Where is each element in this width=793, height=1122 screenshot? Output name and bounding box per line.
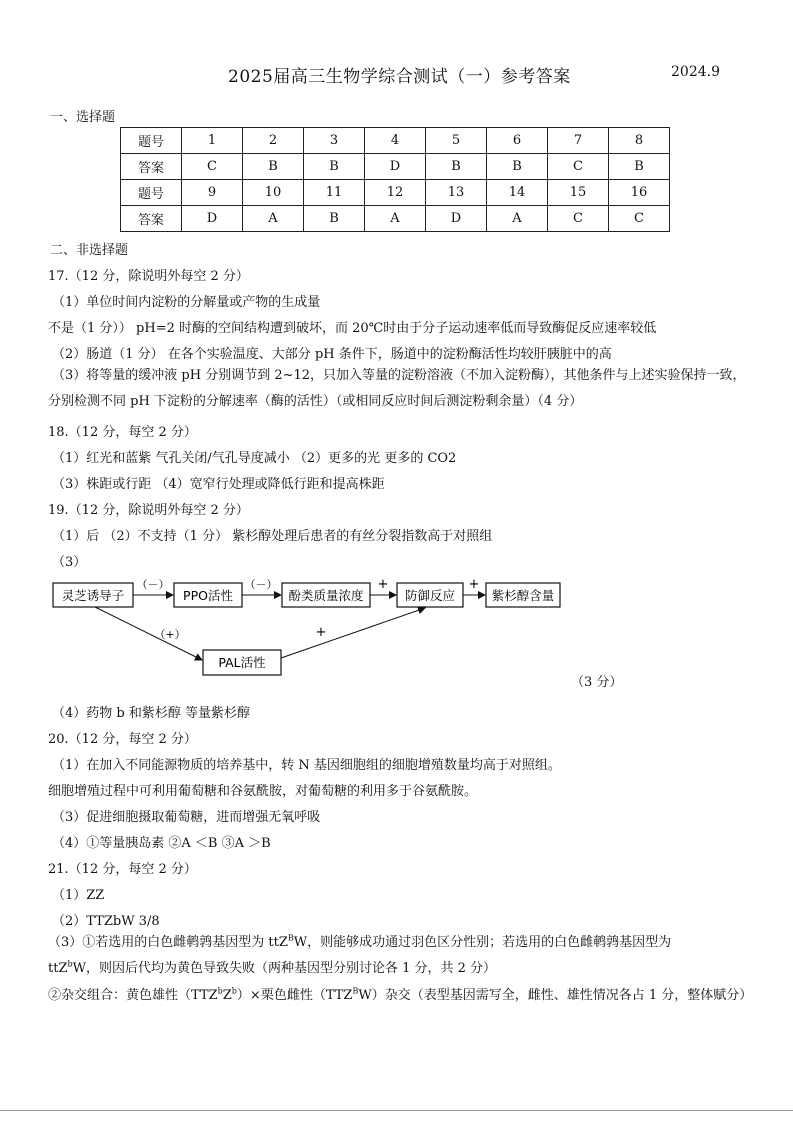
- table-cell: 16: [609, 180, 670, 206]
- table-cell: 6: [487, 128, 548, 154]
- table-row: [121, 128, 670, 154]
- table-cell: 10: [243, 180, 304, 206]
- table-row: [121, 206, 670, 232]
- arrow-inducer-pal: [95, 607, 202, 660]
- table-cell: 3: [304, 128, 365, 154]
- q17-answer-2: （2）肠道（1 分） 在各个实验温度、大部分 pH 条件下，肠道中的淀粉酶活性均较肝胰脏中的高: [52, 347, 612, 362]
- q21-answer-3-part: ttZ: [48, 961, 68, 976]
- q19-answer-3-label: （3）: [52, 555, 87, 570]
- table-cell: 8: [609, 128, 670, 154]
- table-cell: 12: [365, 180, 426, 206]
- table-label: 题号: [121, 180, 182, 206]
- q18-answer-2: （3）株距或行距 （4）宽窄行处理或降低行距和提高株距: [52, 477, 385, 492]
- table-cell: 15: [548, 180, 609, 206]
- page-date: 2024.9: [671, 64, 720, 80]
- superscript: b: [67, 959, 73, 969]
- q21-answer-3-part: W，则能够成功通过羽色区分性别；若选用的白色雌鹌鹑基因型为: [293, 935, 672, 950]
- sign-ppo-phenol: （－）: [244, 578, 278, 591]
- sign-phenol-defense: +: [377, 577, 389, 592]
- q21-answer-3-part: W，则因后代均为黄色导致失败（两种基因型分别讨论各 1 分，共 2 分）: [72, 961, 497, 976]
- table-cell: B: [243, 154, 304, 180]
- footer-divider: [0, 1110, 793, 1111]
- table-cell: 9: [182, 180, 243, 206]
- q19-answer-1: （1）后 （2）不支持（1 分） 紫杉醇处理后患者的有丝分裂指数高于对照组: [52, 529, 493, 544]
- q19-heading: 19.（12 分，除说明外每空 2 分）: [48, 503, 249, 518]
- node-defense: 防御反应: [404, 588, 456, 603]
- table-cell: C: [609, 206, 670, 232]
- section-nonchoice-heading: 二、非选择题: [50, 243, 129, 258]
- q21-cross-part: W）杂交（表型基因需写全，雌性、雄性情况各占 1 分，整体赋分）: [358, 988, 753, 1003]
- q19-diagram-score: （3 分）: [571, 675, 623, 690]
- table-cell: B: [304, 154, 365, 180]
- table-cell: 11: [304, 180, 365, 206]
- table-cell: 2: [243, 128, 304, 154]
- superscript: B: [352, 986, 359, 996]
- table-label: 答案: [121, 154, 182, 180]
- table-cell: A: [243, 206, 304, 232]
- q17-answer-3: （3）将等量的缓冲液 pH 分别调节到 2~12，只加入等量的淀粉溶液（不加入淀粉酶），其他条件与上述实验保持一致，分别检测不同 pH 下淀粉的分解速率（酶的活性）（或相同反应时间后测淀粉剩余量）（4 分）: [48, 368, 746, 409]
- sign-defense-taxol: +: [468, 577, 480, 592]
- table-row: [121, 154, 670, 180]
- table-cell: 14: [487, 180, 548, 206]
- q21-answer-3-cross: [48, 983, 758, 1009]
- table-row: [121, 180, 670, 206]
- q18-answer-1: （1）红光和蓝紫 气孔关闭/气孔导度减小 （2）更多的光 更多的 CO2: [52, 451, 457, 466]
- q21-cross-part: ）×栗色雌性（TTZ: [236, 988, 353, 1003]
- q20-heading: 20.（12 分，每空 2 分）: [48, 732, 197, 747]
- node-taxol: 紫杉醇含量: [491, 588, 555, 603]
- q21-answer-1: （1）ZZ: [52, 888, 105, 903]
- node-ppo: PPO活性: [183, 588, 233, 603]
- table-cell: B: [426, 154, 487, 180]
- table-label: 答案: [121, 206, 182, 232]
- q17-answer-1b: 不是（1 分）） pH=2 时酶的空间结构遭到破坏，而 20℃时由于分子运动速率低而导致酶促反应速率较低: [48, 321, 657, 336]
- table-cell: C: [548, 154, 609, 180]
- answer-table: [120, 127, 670, 232]
- table-cell: B: [487, 154, 548, 180]
- table-cell: D: [365, 154, 426, 180]
- q19-answer-4: （4）药物 b 和紫杉醇 等量紫杉醇: [52, 706, 250, 721]
- table-cell: 4: [365, 128, 426, 154]
- node-phenol: 酚类质量浓度: [288, 588, 364, 603]
- q20-answer-1: （1）在加入不同能源物质的培养基中，转 N 基因细胞组的细胞增殖数量均高于对照组。: [52, 758, 561, 773]
- table-cell: A: [365, 206, 426, 232]
- regulation-diagram: [0, 570, 793, 690]
- table-cell: 7: [548, 128, 609, 154]
- sign-inducer-pal: （+）: [154, 628, 186, 641]
- q20-answer-3: （3）促进细胞摄取葡萄糖，进而增强无氧呼吸: [52, 810, 321, 825]
- sign-inducer-ppo: （－）: [136, 578, 170, 591]
- superscript: b: [217, 986, 223, 996]
- q20-answer-4: （4）①等量胰岛素 ②A ＜B ③A ＞B: [52, 836, 271, 851]
- table-cell: B: [609, 154, 670, 180]
- table-cell: C: [548, 206, 609, 232]
- node-inducer: 灵芝诱导子: [61, 588, 125, 603]
- sign-pal-defense: +: [315, 625, 327, 640]
- table-cell: D: [426, 206, 487, 232]
- arrow-pal-defense: [281, 608, 425, 658]
- table-cell: 1: [182, 128, 243, 154]
- table-label: 题号: [121, 128, 182, 154]
- q18-heading: 18.（12 分，每空 2 分）: [48, 425, 197, 440]
- page-title: 2025届高三生物学综合测试（一）参考答案: [228, 67, 571, 87]
- section-choice-heading: 一、选择题: [50, 110, 116, 125]
- q17-answer-1: （1）单位时间内淀粉的分解量或产物的生成量: [52, 295, 321, 310]
- q21-answer-2: （2）TTZbW 3/8: [52, 914, 160, 929]
- table-cell: 13: [426, 180, 487, 206]
- q17-heading: 17.（12 分，除说明外每空 2 分）: [48, 269, 249, 284]
- table-cell: C: [182, 154, 243, 180]
- q21-answer-3: [48, 930, 758, 982]
- table-cell: 5: [426, 128, 487, 154]
- q20-answer-2: 细胞增殖过程中可利用葡萄糖和谷氨酰胺，对葡萄糖的利用多于谷氨酰胺。: [48, 784, 478, 799]
- table-cell: D: [182, 206, 243, 232]
- superscript: B: [287, 933, 294, 943]
- q21-cross-part: Z: [222, 988, 232, 1003]
- q21-answer-3-part: （3）①若选用的白色雌鹌鹑基因型为 ttZ: [48, 935, 288, 950]
- q21-cross-part: ②杂交组合：黄色雄性（TTZ: [48, 988, 218, 1003]
- superscript: b: [231, 986, 237, 996]
- node-pal: PAL活性: [218, 655, 266, 670]
- table-cell: A: [487, 206, 548, 232]
- table-cell: B: [304, 206, 365, 232]
- q21-heading: 21.（12 分，每空 2 分）: [48, 862, 197, 877]
